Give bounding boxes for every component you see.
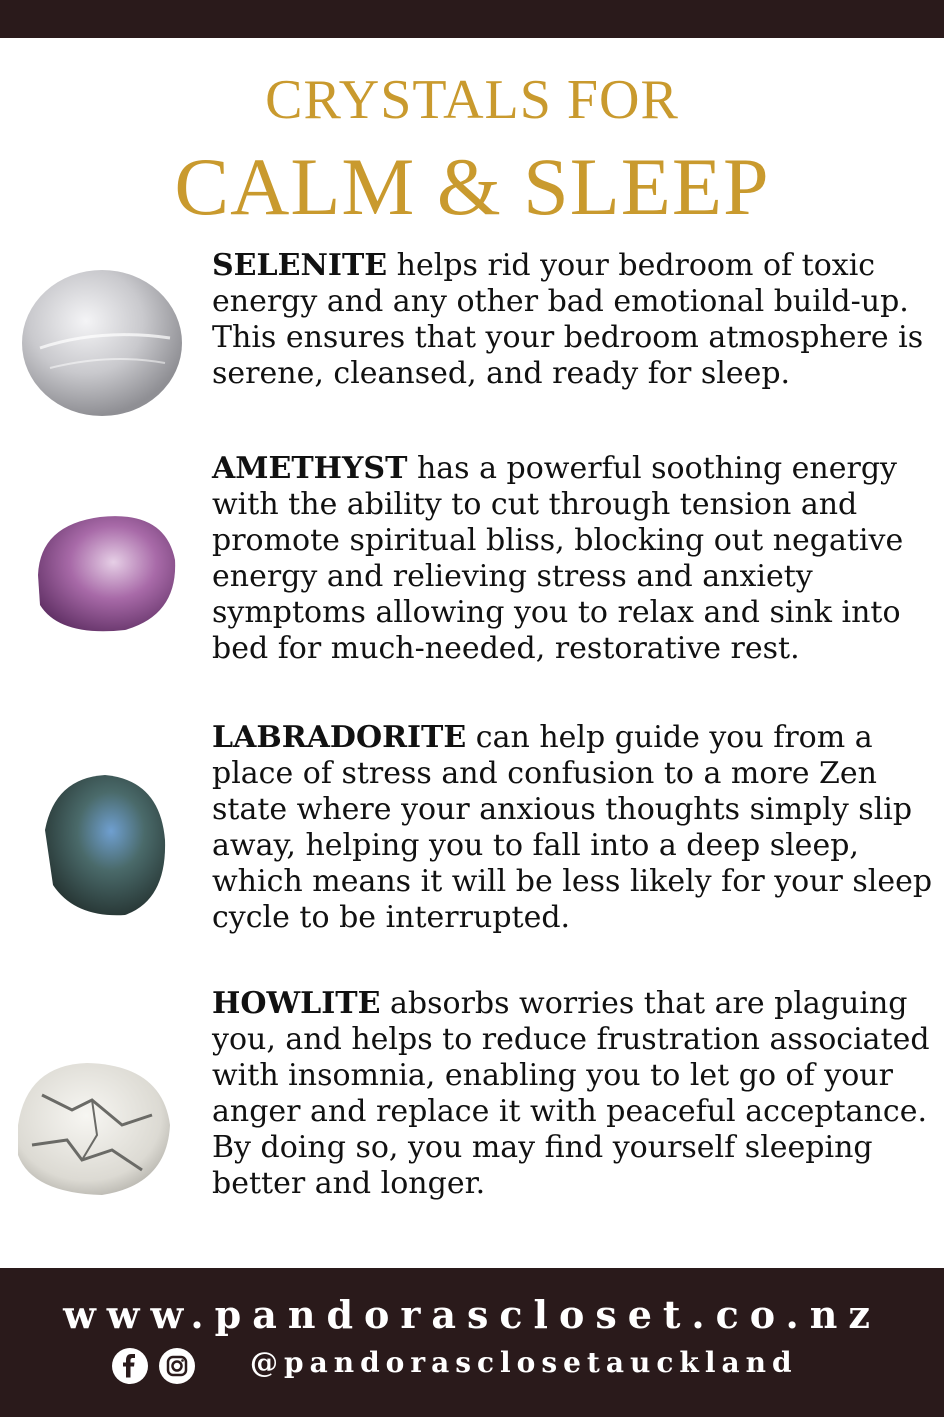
crystal-description: absorbs worries that are plaguing you, and helps to reduce frustration associated with insomnia, enabling you to let go of your anger and replace it with peaceful acceptance. By doing so, you may find yourself sleeping better and longer. — [212, 986, 930, 1201]
howlite-entry — [212, 986, 940, 1202]
crystal-name: SELENITE — [212, 248, 388, 283]
crystal-description: has a powerful soothing energy with the ability to cut through tension and promote spiritual bliss, blocking out negative energy and relieving stress and anxiety symptoms allowing you to relax and sink into bed for much-needed, restorative rest. — [212, 451, 904, 666]
footer — [0, 1268, 944, 1417]
crystal-name: HOWLITE — [212, 986, 381, 1021]
crystal-description: can help guide you from a place of stress and confusion to a more Zen state where your anxious thoughts simply slip away, helping you to fall into a deep sleep, which means it will be less likely for your sleep cycle to be interrupted. — [212, 720, 933, 935]
social-handle[interactable]: @pandorasclosetauckland — [250, 1346, 798, 1379]
top-bar — [0, 0, 944, 38]
crystal-description: helps rid your bedroom of toxic energy and any other bad emotional build-up. This ensures that your bedroom atmosphere is serene, cleansed, and ready for sleep. — [212, 248, 924, 391]
selenite-stone-image — [20, 268, 185, 418]
website-link[interactable]: www.pandorascloset.co.nz — [63, 1292, 881, 1337]
facebook-icon[interactable] — [112, 1348, 148, 1384]
instagram-icon[interactable] — [159, 1348, 195, 1384]
title-line-2: CALM & SLEEP — [174, 141, 770, 232]
crystal-name: LABRADORITE — [212, 720, 467, 755]
amethyst-stone-image — [30, 505, 180, 640]
title-line-1: CRYSTALS FOR — [265, 69, 679, 131]
howlite-stone-image — [12, 1055, 174, 1200]
amethyst-entry — [212, 451, 940, 667]
crystal-name: AMETHYST — [212, 451, 408, 486]
labradorite-entry — [212, 720, 940, 936]
selenite-entry — [212, 248, 940, 392]
labradorite-stone-image — [35, 770, 170, 920]
